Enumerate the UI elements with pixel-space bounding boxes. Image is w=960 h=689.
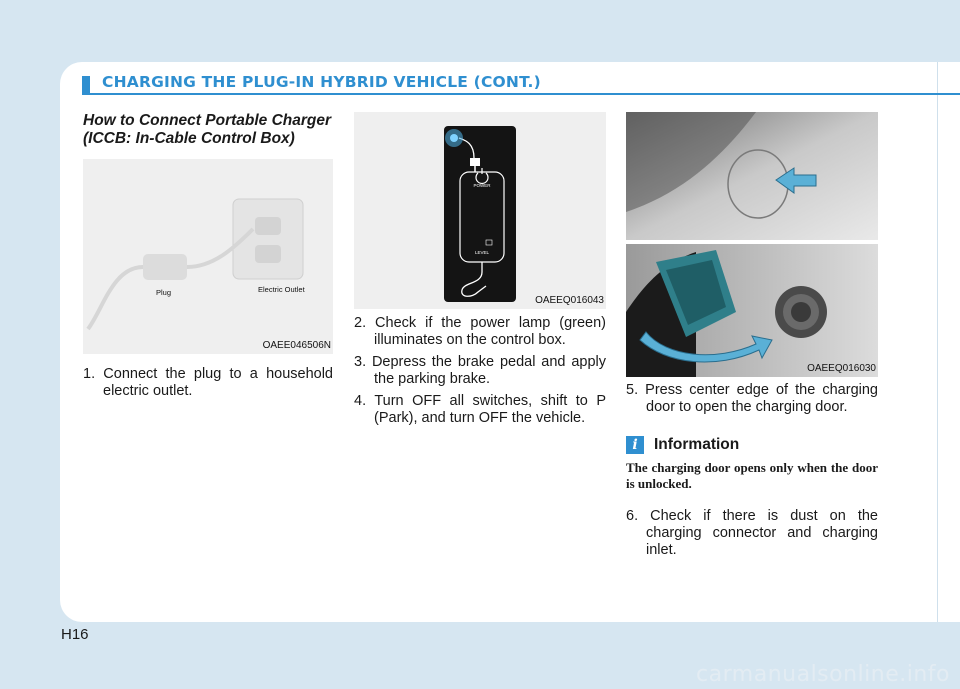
section-title: CHARGING THE PLUG-IN HYBRID VEHICLE (CONT.) [102,73,541,91]
figure-plug-outlet [83,159,333,354]
steps-list [354,315,606,427]
steps-list [83,366,333,400]
figure-code: OAEE046506N [262,340,331,351]
information-header [626,436,878,454]
figure-code: OAEEQ016043 [535,295,604,306]
step-3: 3. Depress the brake pedal and apply the parking brake. [354,354,606,387]
header-accent-block [82,76,90,93]
control-box-illustration [354,112,606,309]
column-1 [83,112,333,400]
subheading: How to Connect Portable Charger (ICCB: In-Cable Control Box) [83,112,332,147]
page-edge-line [937,62,938,622]
column-2 [354,112,606,427]
step-4: 4. Turn OFF all switches, shift to P (Park), and turn OFF the vehicle. [354,393,606,426]
page-number: H16 [61,626,89,643]
step-1: 1. Connect the plug to a household electric outlet. [83,366,333,399]
plug-label: Plug [156,288,172,297]
column-3 [626,112,878,559]
steps-list [626,382,878,416]
information-title: Information [654,436,740,453]
watermark: carmanualsonline.info [696,662,950,687]
figure-charging-door [626,112,878,377]
information-text: The charging door opens only when the door is unlocked. [626,460,878,491]
level-label: LEVEL [474,250,490,255]
information-icon: i [626,436,644,454]
steps-list-continued [626,508,878,559]
power-label: POWER [473,183,491,188]
step-6: 6. Check if there is dust on the charging connector and charging inlet. [626,508,878,558]
plug-outlet-illustration [83,159,333,354]
header-rule [82,93,960,95]
step-2: 2. Check if the power lamp (green) illuminates on the control box. [354,315,606,348]
section-header [82,72,960,96]
charging-door-illustration [626,112,878,377]
outlet-label: Electric Outlet [258,285,305,294]
figure-code: OAEEQ016030 [807,363,876,374]
figure-control-box [354,112,606,309]
step-5: 5. Press center edge of the charging door to open the charging door. [626,382,878,415]
